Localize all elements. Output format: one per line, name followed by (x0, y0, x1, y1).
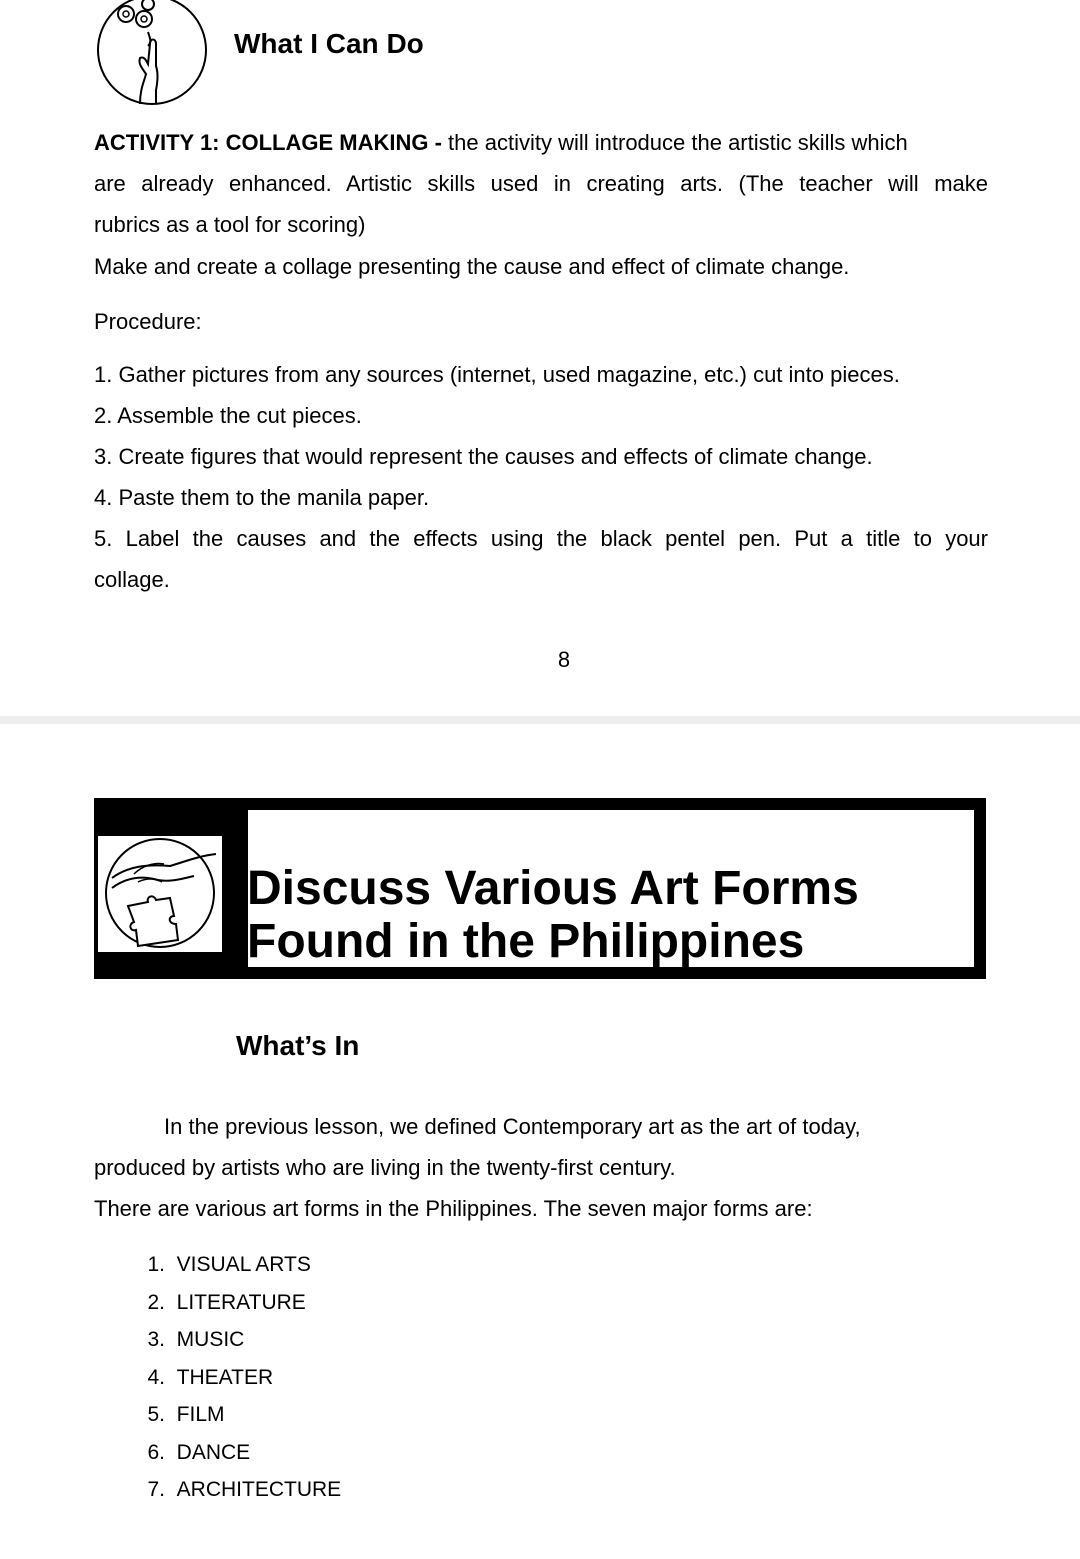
activity-text-1: the activity will introduce the artistic skills which (441, 130, 908, 155)
list-item (94, 1284, 341, 1322)
hand-gears-icon (96, 0, 208, 106)
list-item-label: DANCE (176, 1440, 251, 1464)
procedure-step: 3. Create figures that would represent the causes and effects of climate change. (94, 444, 873, 469)
procedure-step: 4. Paste them to the manila paper. (94, 485, 430, 510)
procedure-step: 5. Label the causes and the effects using the black pentel pen. Put a title to your (94, 526, 988, 551)
intro-paragraph-line-2: produced by artists who are living in the twenty-first century. (94, 1155, 676, 1180)
procedure-step-continuation: collage. (94, 567, 170, 592)
art-forms-intro: There are various art forms in the Philippines. The seven major forms are: (94, 1196, 813, 1221)
section-title-what-i-can-do: What I Can Do (234, 28, 424, 59)
procedure-step: 1. Gather pictures from any sources (internet, used magazine, etc.) cut into pieces. (94, 362, 900, 387)
activity-description (94, 122, 988, 245)
lesson-title (247, 862, 859, 968)
list-item (94, 1396, 341, 1434)
list-item-label: ARCHITECTURE (176, 1478, 342, 1501)
list-item-number: 3. (147, 1328, 165, 1351)
list-item-label: MUSIC (176, 1328, 245, 1351)
page-separator (0, 716, 1080, 724)
list-item-label: THEATER (176, 1365, 274, 1389)
list-item (94, 1434, 341, 1472)
list-item-number: 5. (147, 1403, 165, 1426)
art-forms-list (94, 1246, 341, 1509)
list-item-number: 6. (147, 1440, 165, 1464)
intro-paragraph-line-1: In the previous lesson, we defined Contemporary art as the art of today, (164, 1114, 861, 1139)
list-item-number: 2. (147, 1290, 165, 1314)
list-item (94, 1359, 341, 1397)
list-item-number: 7. (147, 1478, 165, 1501)
procedure-step: 2. Assemble the cut pieces. (94, 403, 362, 428)
instruction-text: Make and create a collage presenting the cause and effect of climate change. (94, 254, 850, 279)
activity-heading: ACTIVITY 1: COLLAGE MAKING - (94, 130, 442, 155)
page-number: 8 (557, 647, 571, 672)
list-item-label: VISUAL ARTS (176, 1253, 311, 1276)
activity-line-1 (94, 122, 988, 163)
section-title-whats-in: What’s In (236, 1030, 360, 1061)
list-item (94, 1321, 341, 1359)
list-item-label: FILM (176, 1403, 225, 1426)
list-item (94, 1471, 341, 1509)
activity-line-2: are already enhanced. Artistic skills used in creating arts. (The teacher will make (94, 171, 988, 196)
list-item-number: 4. (147, 1365, 165, 1389)
activity-line-3: rubrics as a tool for scoring) (94, 212, 366, 237)
lesson-title-line-1: Discuss Various Art Forms (247, 862, 859, 915)
list-item-label: LITERATURE (176, 1290, 306, 1314)
lesson-title-line-2: Found in the Philippines (247, 915, 805, 968)
list-item-number: 1. (147, 1253, 165, 1276)
list-item (94, 1246, 341, 1284)
hand-puzzle-icon (98, 836, 222, 952)
procedure-label: Procedure: (94, 309, 202, 334)
